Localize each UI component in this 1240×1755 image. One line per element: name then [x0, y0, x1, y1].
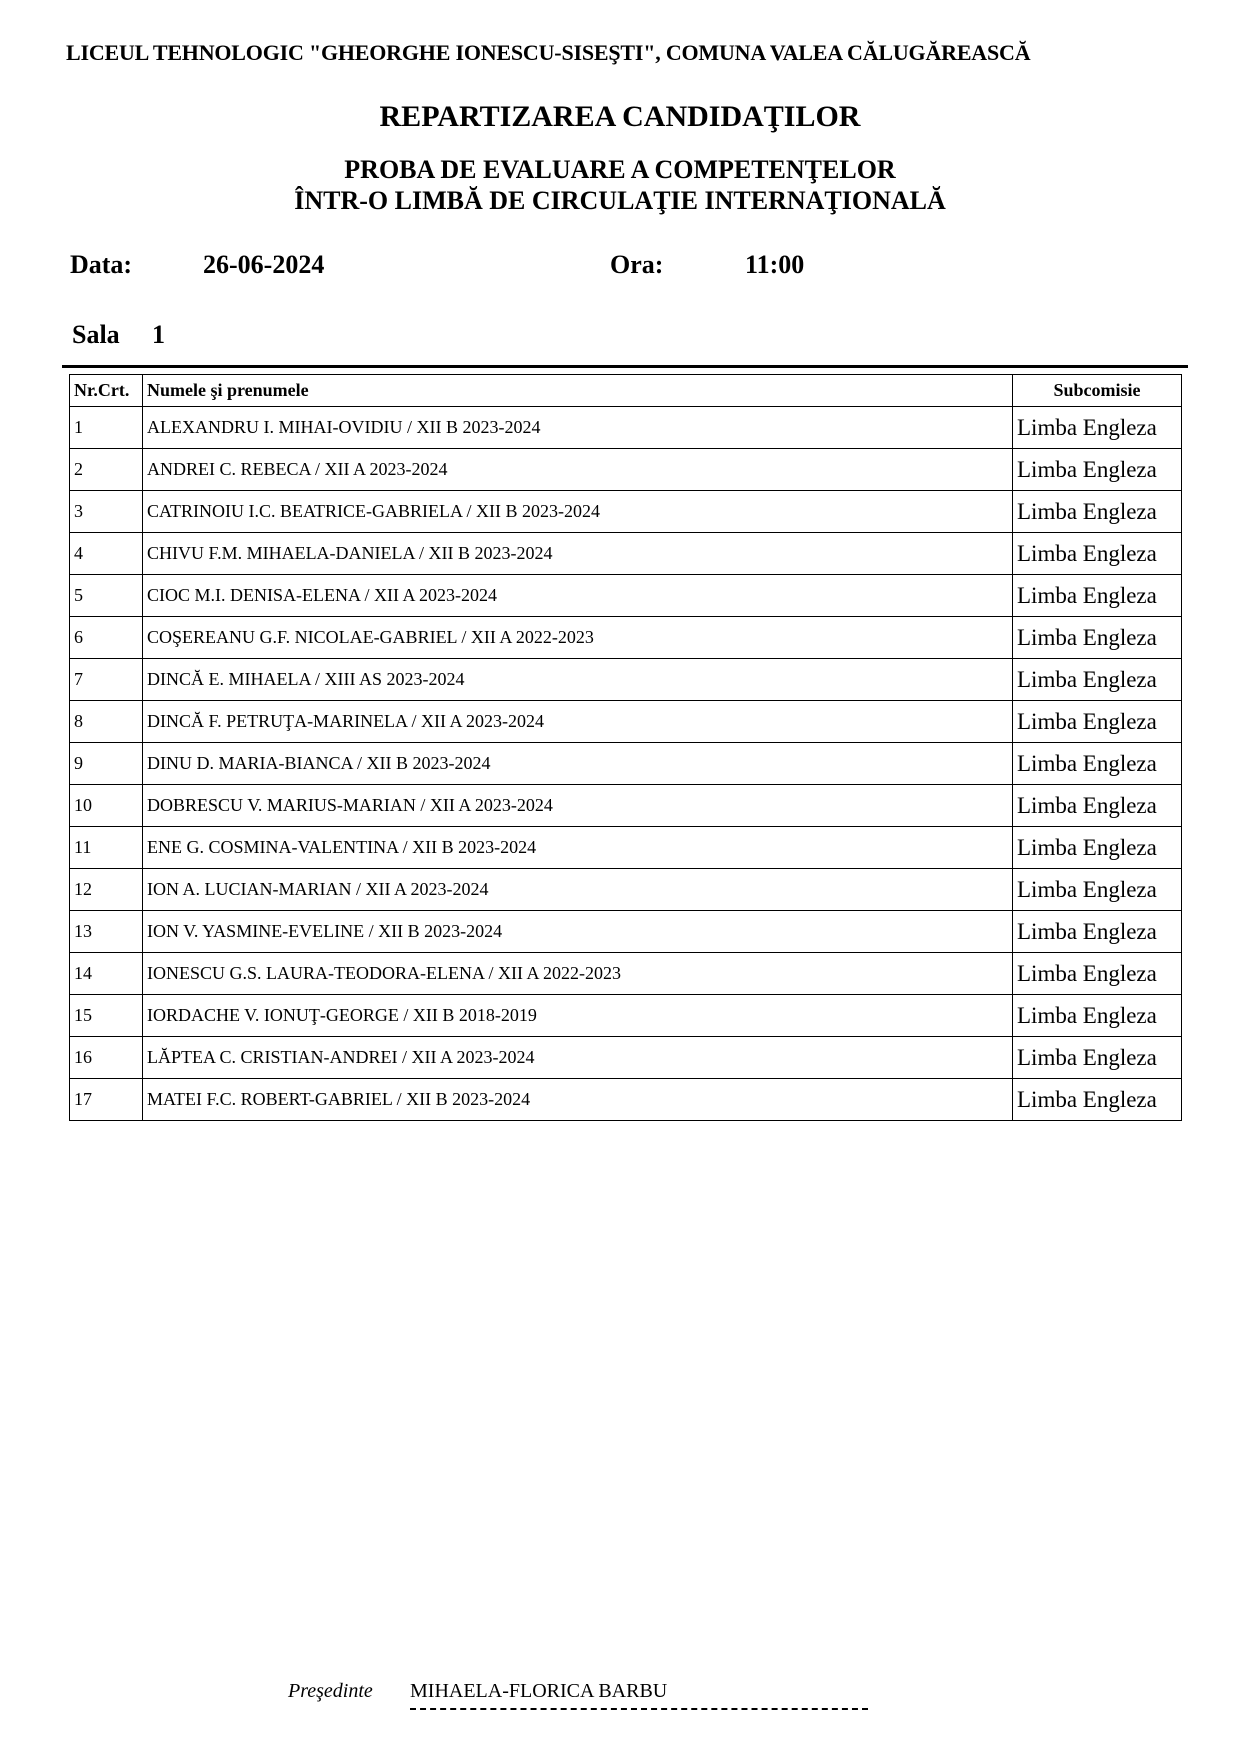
subcommission: Limba Engleza — [1013, 785, 1182, 827]
table-row — [70, 1079, 1182, 1121]
row-number: 6 — [70, 617, 143, 659]
president-label: Preşedinte — [288, 1680, 373, 1702]
subcommission: Limba Engleza — [1013, 1079, 1182, 1121]
candidate-name: DOBRESCU V. MARIUS-MARIAN / XII A 2023-2024 — [143, 785, 1013, 827]
subcommission: Limba Engleza — [1013, 575, 1182, 617]
subcommission: Limba Engleza — [1013, 701, 1182, 743]
table-row — [70, 701, 1182, 743]
row-number: 12 — [70, 869, 143, 911]
row-number: 16 — [70, 1037, 143, 1079]
subcommission: Limba Engleza — [1013, 953, 1182, 995]
table-row — [70, 1037, 1182, 1079]
row-number: 9 — [70, 743, 143, 785]
room-label: Sala — [72, 320, 120, 349]
table-row — [70, 827, 1182, 869]
table-row — [70, 575, 1182, 617]
candidate-name: DINCĂ F. PETRUŢA-MARINELA / XII A 2023-2024 — [143, 701, 1013, 743]
candidate-name: DINU D. MARIA-BIANCA / XII B 2023-2024 — [143, 743, 1013, 785]
candidate-name: MATEI F.C. ROBERT-GABRIEL / XII B 2023-2024 — [143, 1079, 1013, 1121]
school-name: LICEUL TEHNOLOGIC "GHEORGHE IONESCU-SISEŞTI", COMUNA VALEA CĂLUGĂREASCĂ — [66, 40, 1031, 65]
column-header-name: Numele şi prenumele — [143, 375, 1013, 407]
subcommission: Limba Engleza — [1013, 449, 1182, 491]
date-value: 26-06-2024 — [203, 250, 325, 279]
subcommission: Limba Engleza — [1013, 827, 1182, 869]
candidate-name: ION V. YASMINE-EVELINE / XII B 2023-2024 — [143, 911, 1013, 953]
table-row — [70, 869, 1182, 911]
table-row — [70, 953, 1182, 995]
candidates-table — [69, 374, 1182, 1121]
table-row — [70, 617, 1182, 659]
candidate-name: ALEXANDRU I. MIHAI-OVIDIU / XII B 2023-2024 — [143, 407, 1013, 449]
table-row — [70, 659, 1182, 701]
header-divider — [62, 365, 1188, 368]
candidate-name: ANDREI C. REBECA / XII A 2023-2024 — [143, 449, 1013, 491]
subcommission: Limba Engleza — [1013, 869, 1182, 911]
row-number: 10 — [70, 785, 143, 827]
subtitle-line-1: PROBA DE EVALUARE A COMPETENŢELOR — [344, 155, 896, 184]
room-value: 1 — [152, 320, 165, 349]
row-number: 5 — [70, 575, 143, 617]
candidate-name: CATRINOIU I.C. BEATRICE-GABRIELA / XII B 2023-2024 — [143, 491, 1013, 533]
row-number: 4 — [70, 533, 143, 575]
table-row — [70, 533, 1182, 575]
candidate-name: CIOC M.I. DENISA-ELENA / XII A 2023-2024 — [143, 575, 1013, 617]
table-row — [70, 491, 1182, 533]
table-row — [70, 995, 1182, 1037]
row-number: 11 — [70, 827, 143, 869]
subcommission: Limba Engleza — [1013, 617, 1182, 659]
candidate-name: ENE G. COSMINA-VALENTINA / XII B 2023-2024 — [143, 827, 1013, 869]
president-name: MIHAELA-FLORICA BARBU — [410, 1680, 668, 1702]
exam-subtitle — [0, 154, 1240, 216]
table-row — [70, 407, 1182, 449]
candidate-name: ION A. LUCIAN-MARIAN / XII A 2023-2024 — [143, 869, 1013, 911]
row-number: 7 — [70, 659, 143, 701]
date-label: Data: — [70, 250, 133, 279]
subcommission: Limba Engleza — [1013, 491, 1182, 533]
signature-line — [410, 1708, 868, 1710]
time-label: Ora: — [610, 250, 664, 279]
time-value: 11:00 — [745, 250, 805, 279]
row-number: 17 — [70, 1079, 143, 1121]
candidate-name: COŞEREANU G.F. NICOLAE-GABRIEL / XII A 2022-2023 — [143, 617, 1013, 659]
table-row — [70, 911, 1182, 953]
column-header-subcommission: Subcomisie — [1013, 375, 1182, 407]
subcommission: Limba Engleza — [1013, 911, 1182, 953]
candidate-name: CHIVU F.M. MIHAELA-DANIELA / XII B 2023-2024 — [143, 533, 1013, 575]
subcommission: Limba Engleza — [1013, 533, 1182, 575]
row-number: 14 — [70, 953, 143, 995]
row-number: 2 — [70, 449, 143, 491]
subcommission: Limba Engleza — [1013, 995, 1182, 1037]
column-header-nr: Nr.Crt. — [70, 375, 143, 407]
table-row — [70, 743, 1182, 785]
table-header-row — [70, 375, 1182, 407]
row-number: 15 — [70, 995, 143, 1037]
candidate-name: LĂPTEA C. CRISTIAN-ANDREI / XII A 2023-2024 — [143, 1037, 1013, 1079]
table-row — [70, 449, 1182, 491]
subcommission: Limba Engleza — [1013, 659, 1182, 701]
candidate-name: IORDACHE V. IONUŢ-GEORGE / XII B 2018-2019 — [143, 995, 1013, 1037]
subcommission: Limba Engleza — [1013, 407, 1182, 449]
page-title: REPARTIZAREA CANDIDAŢILOR — [379, 100, 861, 133]
candidate-name: DINCĂ E. MIHAELA / XIII AS 2023-2024 — [143, 659, 1013, 701]
row-number: 8 — [70, 701, 143, 743]
subcommission: Limba Engleza — [1013, 743, 1182, 785]
row-number: 3 — [70, 491, 143, 533]
candidate-name: IONESCU G.S. LAURA-TEODORA-ELENA / XII A 2022-2023 — [143, 953, 1013, 995]
row-number: 1 — [70, 407, 143, 449]
subcommission: Limba Engleza — [1013, 1037, 1182, 1079]
subtitle-line-2: ÎNTR-O LIMBĂ DE CIRCULAŢIE INTERNAŢIONALĂ — [294, 186, 946, 215]
row-number: 13 — [70, 911, 143, 953]
table-row — [70, 785, 1182, 827]
